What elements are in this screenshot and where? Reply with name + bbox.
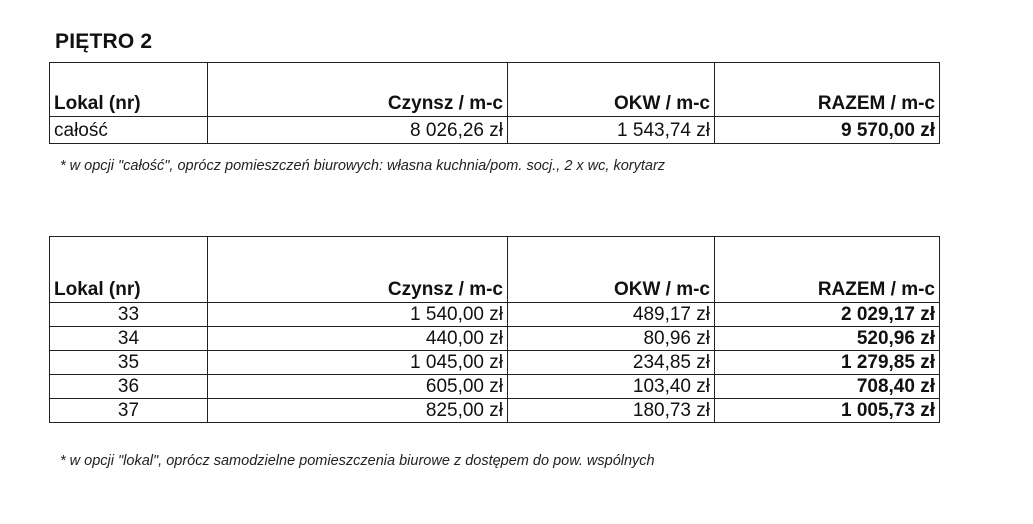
table-header-row — [50, 63, 940, 117]
cell-czynsz: 1 045,00 zł — [208, 351, 508, 375]
cell-razem: 1 279,85 zł — [715, 351, 940, 375]
header-razem: RAZEM / m-c — [715, 237, 940, 303]
cell-lokal: 35 — [50, 351, 208, 375]
cell-lokal: 34 — [50, 327, 208, 351]
cell-lokal: całość — [50, 117, 208, 144]
cell-czynsz: 1 540,00 zł — [208, 303, 508, 327]
cell-razem: 2 029,17 zł — [715, 303, 940, 327]
footnote-whole-floor: * w opcji "całość", oprócz pomieszczeń biurowych: własna kuchnia/pom. socj., 2 x wc, korytarz — [60, 158, 666, 174]
cell-okw: 489,17 zł — [508, 303, 715, 327]
cell-lokal: 36 — [50, 375, 208, 399]
cell-okw: 103,40 zł — [508, 375, 715, 399]
cell-razem: 9 570,00 zł — [715, 117, 940, 144]
table-row — [50, 303, 940, 327]
cell-czynsz: 605,00 zł — [208, 375, 508, 399]
cell-okw: 180,73 zł — [508, 399, 715, 423]
table-row — [50, 351, 940, 375]
header-lokal: Lokal (nr) — [50, 237, 208, 303]
table-row — [50, 399, 940, 423]
header-razem: RAZEM / m-c — [715, 63, 940, 117]
cell-razem: 708,40 zł — [715, 375, 940, 399]
cell-lokal: 37 — [50, 399, 208, 423]
header-lokal: Lokal (nr) — [50, 63, 208, 117]
table-header-row — [50, 237, 940, 303]
cell-okw: 1 543,74 zł — [508, 117, 715, 144]
table-row — [50, 327, 940, 351]
table-units — [49, 236, 940, 423]
header-okw: OKW / m-c — [508, 63, 715, 117]
cell-czynsz: 8 026,26 zł — [208, 117, 508, 144]
cell-razem: 520,96 zł — [715, 327, 940, 351]
table-row — [50, 375, 940, 399]
cell-lokal: 33 — [50, 303, 208, 327]
header-czynsz: Czynsz / m-c — [208, 63, 508, 117]
header-okw: OKW / m-c — [508, 237, 715, 303]
table-row — [50, 117, 940, 144]
cell-czynsz: 825,00 zł — [208, 399, 508, 423]
footnote-units: * w opcji "lokal", oprócz samodzielne pomieszczenia biurowe z dostępem do pow. wspólnych — [60, 453, 655, 469]
page-title: PIĘTRO 2 — [55, 30, 153, 53]
table-whole-floor — [49, 62, 940, 144]
cell-okw: 234,85 zł — [508, 351, 715, 375]
cell-razem: 1 005,73 zł — [715, 399, 940, 423]
cell-okw: 80,96 zł — [508, 327, 715, 351]
header-czynsz: Czynsz / m-c — [208, 237, 508, 303]
cell-czynsz: 440,00 zł — [208, 327, 508, 351]
